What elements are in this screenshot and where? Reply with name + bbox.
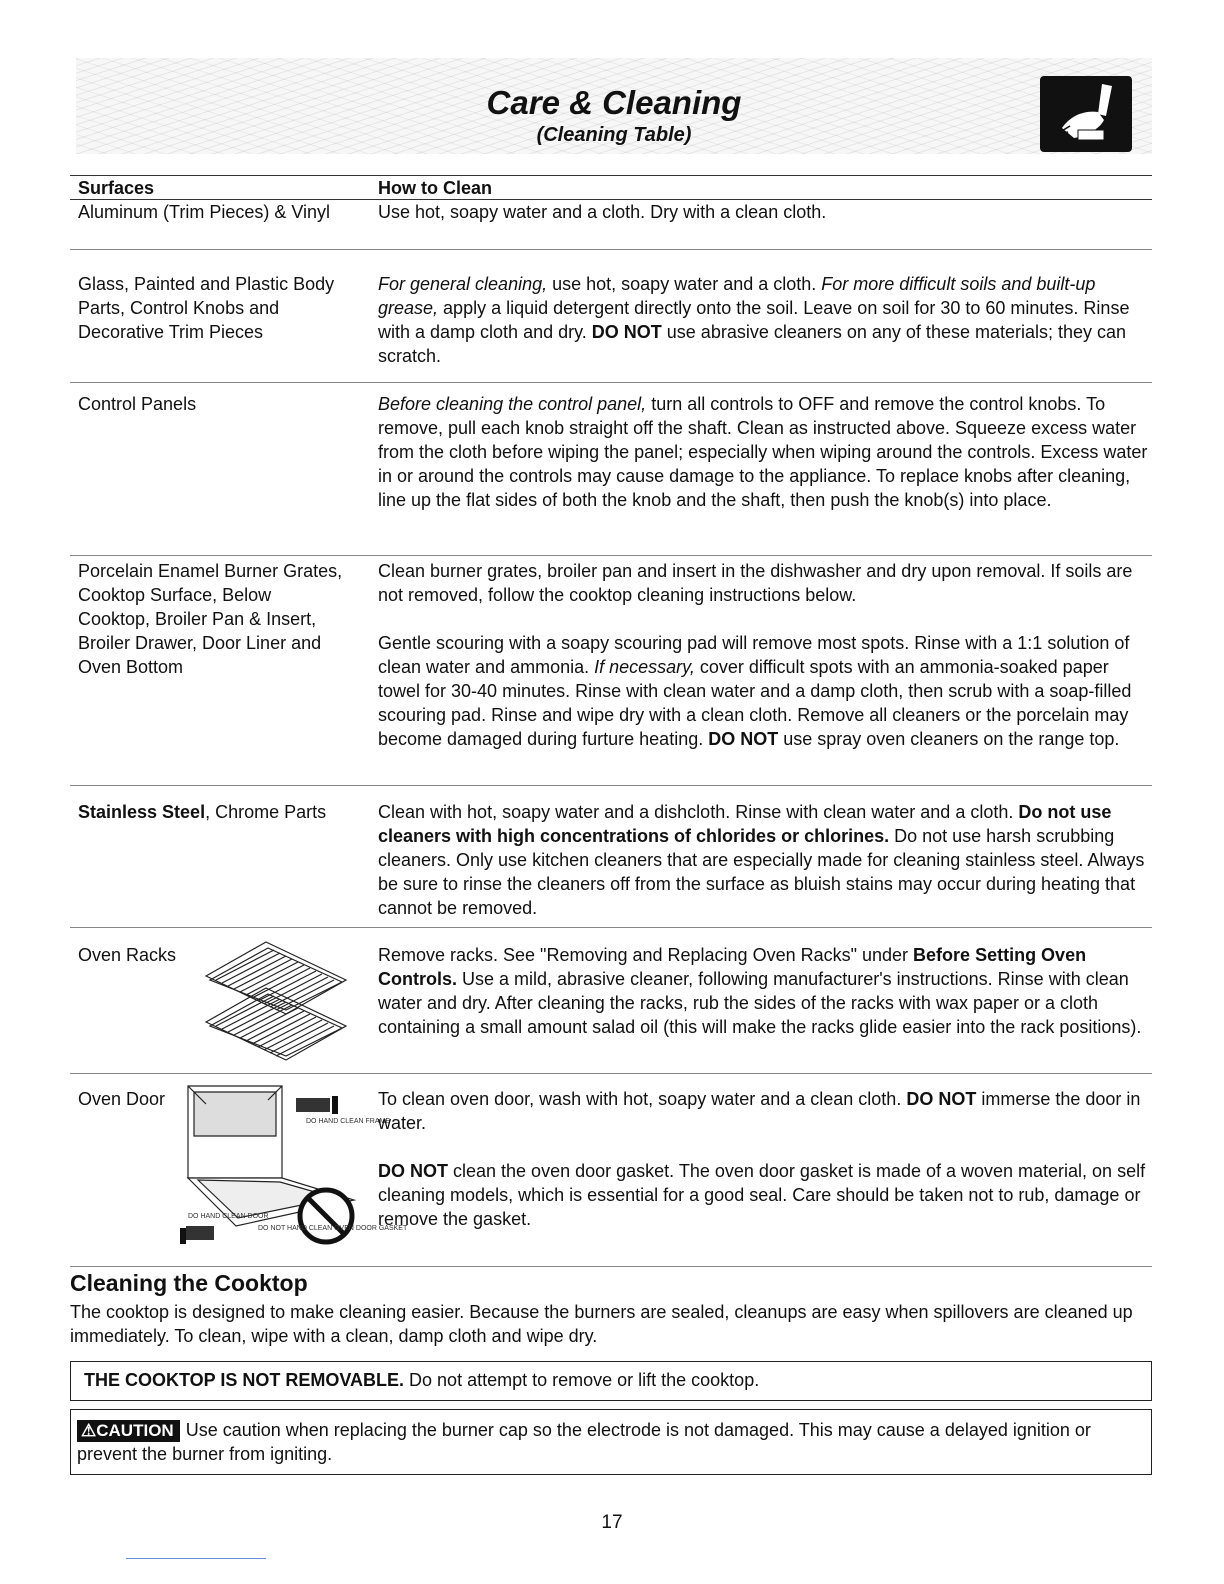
row-divider: [70, 785, 1152, 786]
row-divider: [70, 382, 1152, 383]
clean-oven-racks: Remove racks. See "Removing and Replacing Oven Racks" under Before Setting Oven Controls. Use a mild, abrasive cleaner, following manufacturer's instructions. Rinse with clean water and dry. After cleaning the racks, rub the sides of the racks with wax paper or a cloth containing a small amount salad oil (this will make the racks glide easier into the rack positions).: [378, 945, 1142, 1037]
svg-text:DO HAND CLEAN DOOR: DO HAND CLEAN DOOR: [188, 1213, 269, 1220]
clean-stainless-steel: Clean with hot, soapy water and a dishcloth. Rinse with clean water and a cloth. Do not use cleaners with high concentrations of chlorides or chlorines. Do not use harsh scrubbing cleaners. Only use kitchen cleaners that are especially made for cleaning stainless steel. Always be sure to rinse the cleaners off from the surface as bluish stains may occur during heating that cannot be removed.: [378, 802, 1145, 918]
caution-badge: ⚠CAUTION: [77, 1420, 180, 1442]
row-divider: [70, 927, 1152, 928]
surface-oven-racks: Oven Racks: [78, 945, 177, 965]
surface-glass-painted: Glass, Painted and Plastic Body Parts, Control Knobs and Decorative Trim Pieces: [78, 274, 335, 342]
header-banner: [76, 58, 1152, 154]
surface-aluminum: Aluminum (Trim Pieces) & Vinyl: [78, 202, 331, 222]
footer-rule: [126, 1558, 266, 1559]
clean-oven-door-para1: To clean oven door, wash with hot, soapy water and a clean cloth. DO NOT immerse the door in water.: [378, 1089, 1141, 1133]
row-divider: [70, 555, 1152, 556]
table-bottom-rule: [70, 1266, 1152, 1267]
clean-glass-painted: For general cleaning, use hot, soapy water and a cloth. For more difficult soils and built-up grease, apply a liquid detergent directly onto the soil. Leave on soil for 30 to 60 minutes. Rinse with a damp cloth and dry. DO NOT use abrasive cleaners on any of these materials; they can scratch.: [378, 274, 1130, 366]
svg-text:DO HAND CLEAN FRAME: DO HAND CLEAN FRAME: [306, 1118, 391, 1125]
row-divider: [70, 1073, 1152, 1074]
oven-racks-illustration: [196, 936, 356, 1064]
hand-cleaning-icon: [1040, 76, 1132, 152]
page-subtitle: (Cleaning Table): [536, 124, 692, 146]
surface-porcelain-enamel: Porcelain Enamel Burner Grates, Cooktop Surface, Below Cooktop, Broiler Pan & Insert, Broiler Drawer, Door Liner and Oven Bottom: [78, 561, 343, 677]
caution-text: ⚠CAUTION Use caution when replacing the burner cap so the electrode is not damaged. This may cause a delayed ignition or prevent the burner from igniting.: [77, 1420, 1091, 1464]
warning-triangle-icon: ⚠: [81, 1421, 97, 1440]
oven-door-illustration: [176, 1080, 408, 1258]
section-title-cooktop: Cleaning the Cooktop: [70, 1270, 308, 1296]
notice-box: [70, 1361, 1152, 1401]
clean-porcelain-para1: Clean burner grates, broiler pan and insert in the dishwasher and dry upon removal. If soils are not removed, follow the cooktop cleaning instructions below.: [378, 561, 1133, 605]
clean-control-panels: Before cleaning the control panel, turn all controls to OFF and remove the control knobs. To remove, pull each knob straight off the shaft. Clean as instructed above. Squeeze excess water from the cloth before wiping the panel; especially when wiping around the controls. Excess water in or around the controls may cause damage to the appliance. To replace knobs after cleaning, line up the flat sides of both the knob and the shaft, then push the knob(s) into place.: [378, 394, 1148, 510]
surface-stainless-steel: Stainless Steel, Chrome Parts: [78, 802, 327, 822]
page-title: Care & Cleaning: [486, 84, 742, 121]
col-header-how-to-clean: How to Clean: [378, 178, 493, 198]
clean-porcelain-para2: Gentle scouring with a soapy scouring pad will remove most spots. Rinse with a 1:1 solution of clean water and ammonia. If necessary, cover difficult spots with an ammonia-soaked paper towel for 30-40 minutes. Rinse with clean water and a damp cloth, then scrub with a soap-filled scouring pad. Rinse and wipe dry with a clean cloth. Remove all cleaners or the porcelain may become damaged during furture heating. DO NOT use spray oven cleaners on the range top.: [378, 633, 1132, 749]
caution-box: [70, 1409, 1152, 1475]
col-header-surfaces: Surfaces: [78, 178, 155, 198]
cooktop-paragraph: The cooktop is designed to make cleaning easier. Because the burners are sealed, cleanups are easy when spillovers are cleaned up immediately. To clean, wipe with a clean, damp cloth and wipe dry.: [70, 1302, 1133, 1346]
svg-text:DO NOT HAND CLEAN OVEN DOOR GA: DO NOT HAND CLEAN OVEN DOOR GASKET: [258, 1225, 408, 1232]
row-divider: [70, 249, 1152, 250]
surface-control-panels: Control Panels: [78, 394, 197, 414]
page-number: 17: [601, 1512, 623, 1533]
clean-oven-door-para2: DO NOT clean the oven door gasket. The oven door gasket is made of a woven material, on self cleaning models, which is essential for a good seal. Care should be taken not to rub, damage or remove the gasket.: [378, 1161, 1146, 1229]
clean-aluminum: Use hot, soapy water and a cloth. Dry with a clean cloth.: [378, 202, 827, 222]
surface-oven-door: Oven Door: [78, 1089, 166, 1109]
notice-text: THE COOKTOP IS NOT REMOVABLE. Do not attempt to remove or lift the cooktop.: [84, 1370, 760, 1390]
